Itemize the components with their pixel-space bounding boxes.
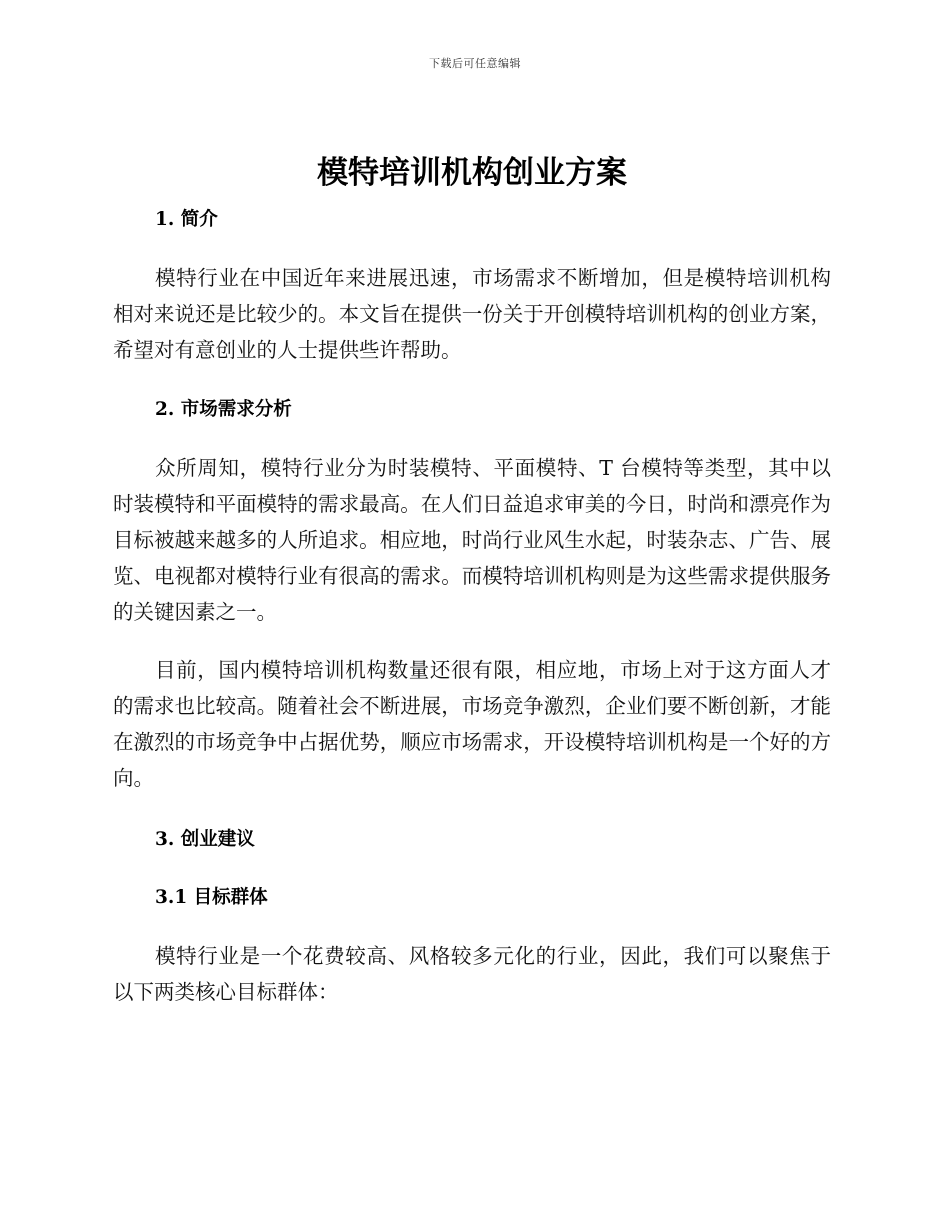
document-body <box>113 148 831 1010</box>
paragraph-intro: 模特行业在中国近年来进展迅速，市场需求不断增加，但是模特培训机构相对来说还是比较少的。本文旨在提供一份关于开创模特培训机构的创业方案，希望对有意创业的人士提供些许帮助。 <box>113 266 831 362</box>
section-heading-intro: 1. 简介 <box>155 209 218 230</box>
paragraph-market-demand: 众所周知，模特行业分为时装模特、平面模特、T 台模特等类型，其中以时装模特和平面模特的需求最高。在人们日益追求审美的今日，时尚和漂亮作为目标被越来越多的人所追求。相应地，时尚行业风生水起，时装杂志、广告、展览、电视都对模特行业有很高的需求。而模特培训机构则是为这些需求提供服务的关键因素之一。 <box>113 456 831 624</box>
paragraph-market-status: 目前，国内模特培训机构数量还很有限，相应地，市场上对于这方面人才的需求也比较高。随着社会不断进展，市场竞争激烈，企业们要不断创新，才能在激烈的市场竞争中占据优势，顺应市场需求，开设模特培训机构是一个好的方向。 <box>113 658 831 790</box>
paragraph-target-group: 模特行业是一个花费较高、风格较多元化的行业，因此，我们可以聚焦于以下两类核心目标群体： <box>113 944 831 1004</box>
section-heading-startup-advice: 3. 创业建议 <box>155 829 255 850</box>
document-title: 模特培训机构创业方案 <box>317 155 627 191</box>
header-note: 下载后可任意编辑 <box>429 57 521 70</box>
subsection-heading-target-group: 3.1 目标群体 <box>155 887 268 908</box>
section-heading-market-analysis: 2. 市场需求分析 <box>155 399 292 420</box>
